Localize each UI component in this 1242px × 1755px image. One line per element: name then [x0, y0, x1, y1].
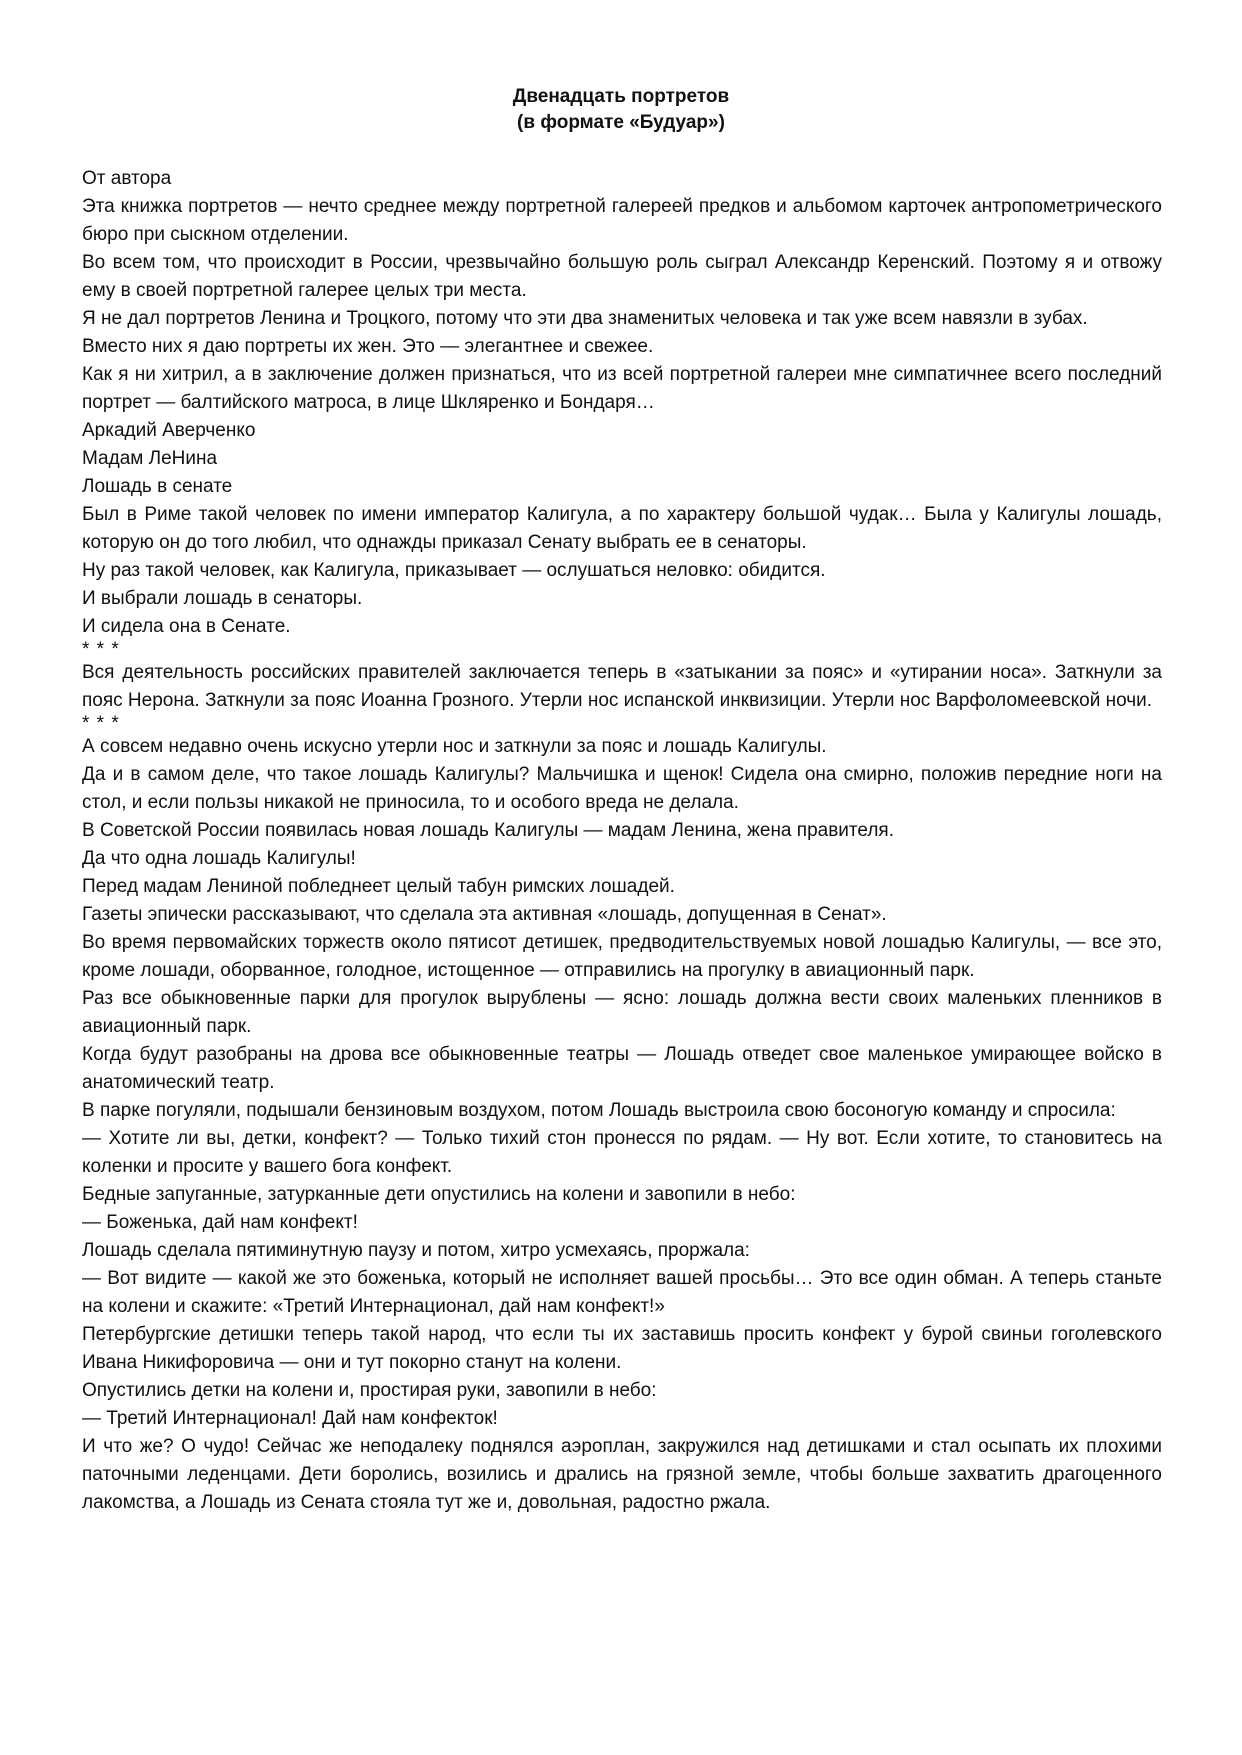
paragraph: И выбрали лошадь в сенаторы.: [82, 588, 363, 609]
paragraph: Был в Риме такой человек по имени император Калигула, а по характеру большой чудак… Была у Калигулы лошадь, которую он до того любил, что однажды приказал Сенату выбрать ее в сенаторы.: [82, 504, 1162, 553]
paragraph: — Третий Интернационал! Дай нам конфекток!: [82, 1408, 498, 1429]
paragraph: Во всем том, что происходит в России, чрезвычайно большую роль сыграл Александр Керенский. Поэтому я и отвожу ему в своей портретной галерее целых три места.: [82, 252, 1162, 301]
paragraph: Вся деятельность российских правителей заключается теперь в «затыкании за пояс» и «утирании носа». Заткнули за пояс Нерона. Заткнули за пояс Иоанна Грозного. Утерли нос испанской инквизиции. Утерли нос Варфоломеевской ночи.: [82, 662, 1162, 711]
paragraph: Газеты эпически рассказывают, что сделала эта активная «лошадь, допущенная в Сенат».: [82, 904, 887, 925]
paragraph: Опустились детки на колени и, простирая руки, завопили в небо:: [82, 1380, 657, 1401]
paragraph: Когда будут разобраны на дрова все обыкновенные театры — Лошадь отведет свое маленькое умирающее войско в анатомический театр.: [82, 1044, 1162, 1093]
paragraph: И что же? О чудо! Сейчас же неподалеку поднялся аэроплан, закружился над детишками и стал осыпать их плохими паточными леденцами. Дети боролись, возились и дрались на грязной земле, чтобы больше захватить драгоценного лакомства, а Лошадь из Сената стояла тут же и, довольная, радостно ржала.: [82, 1436, 1162, 1513]
paragraph: И сидела она в Сенате.: [82, 616, 291, 637]
section-subheading: Лошадь в сенате: [82, 476, 233, 497]
paragraph: Перед мадам Лениной побледнеет целый табун римских лошадей.: [82, 876, 675, 897]
paragraph-from-author: От автора: [82, 168, 172, 189]
paragraph: В Советской России появилась новая лошадь Калигулы — мадам Ленина, жена правителя.: [82, 820, 894, 841]
section-separator: * * *: [82, 713, 120, 734]
document-title: Двенадцать портретов: [512, 86, 730, 107]
paragraph: Лошадь сделала пятиминутную паузу и потом, хитро усмехаясь, проржала:: [82, 1240, 750, 1261]
paragraph: А совсем недавно очень искусно утерли нос и заткнули за пояс и лошадь Калигулы.: [82, 736, 827, 757]
title-block: [0, 84, 1242, 136]
section-separator: * * *: [82, 639, 120, 660]
paragraph: — Вот видите — какой же это боженька, который не исполняет вашей просьбы… Это все один обман. А теперь станьте на колени и скажите: «Третий Интернационал, дай нам конфект!»: [82, 1268, 1162, 1317]
author-signature: Аркадий Аверченко: [82, 420, 256, 441]
paragraph: Петербургские детишки теперь такой народ, что если ты их заставишь просить конфект у бурой свиньи гоголевского Ивана Никифоровича — они и тут покорно станут на колени.: [82, 1324, 1162, 1373]
section-heading: Мадам ЛеНина: [82, 448, 218, 469]
paragraph: — Хотите ли вы, детки, конфект? — Только тихий стон пронесся по рядам. — Ну вот. Если хотите, то становитесь на коленки и просите у вашего бога конфект.: [82, 1128, 1162, 1177]
paragraph: — Боженька, дай нам конфект!: [82, 1212, 358, 1233]
paragraph: В парке погуляли, подышали бензиновым воздухом, потом Лошадь выстроила свою босоногую команду и спросила:: [82, 1100, 1116, 1121]
paragraph: Ну раз такой человек, как Калигула, приказывает — ослушаться неловко: обидится.: [82, 560, 826, 581]
paragraph: Вместо них я даю портреты их жен. Это — элегантнее и свежее.: [82, 336, 654, 357]
paragraph: Раз все обыкновенные парки для прогулок вырублены — ясно: лошадь должна вести своих маленьких пленников в авиационный парк.: [82, 988, 1162, 1037]
paragraph: Да и в самом деле, что такое лошадь Калигулы? Мальчишка и щенок! Сидела она смирно, положив передние ноги на стол, и если пользы никакой не приносила, то и особого вреда не делала.: [82, 764, 1162, 813]
paragraph: Как я ни хитрил, а в заключение должен признаться, что из всей портретной галереи мне симпатичнее всего последний портрет — балтийского матроса, в лице Шкляренко и Бондаря…: [82, 364, 1162, 413]
paragraph: Бедные запуганные, затурканные дети опустились на колени и завопили в небо:: [82, 1184, 796, 1205]
document-body: [82, 165, 1162, 1517]
paragraph: Во время первомайских торжеств около пятисот детишек, предводительствуемых новой лошадью Калигулы, — все это, кроме лошади, оборванное, голодное, истощенное — отправились на прогулку в авиационный парк.: [82, 932, 1162, 981]
paragraph: Да что одна лошадь Калигулы!: [82, 848, 356, 869]
paragraph: Я не дал портретов Ленина и Троцкого, потому что эти два знаменитых человека и так уже всем навязли в зубах.: [82, 308, 1088, 329]
document-subtitle: (в формате «Будуар»): [517, 112, 725, 133]
paragraph: Эта книжка портретов — нечто среднее между портретной галереей предков и альбомом карточек антропометрического бюро при сыскном отделении.: [82, 196, 1162, 245]
